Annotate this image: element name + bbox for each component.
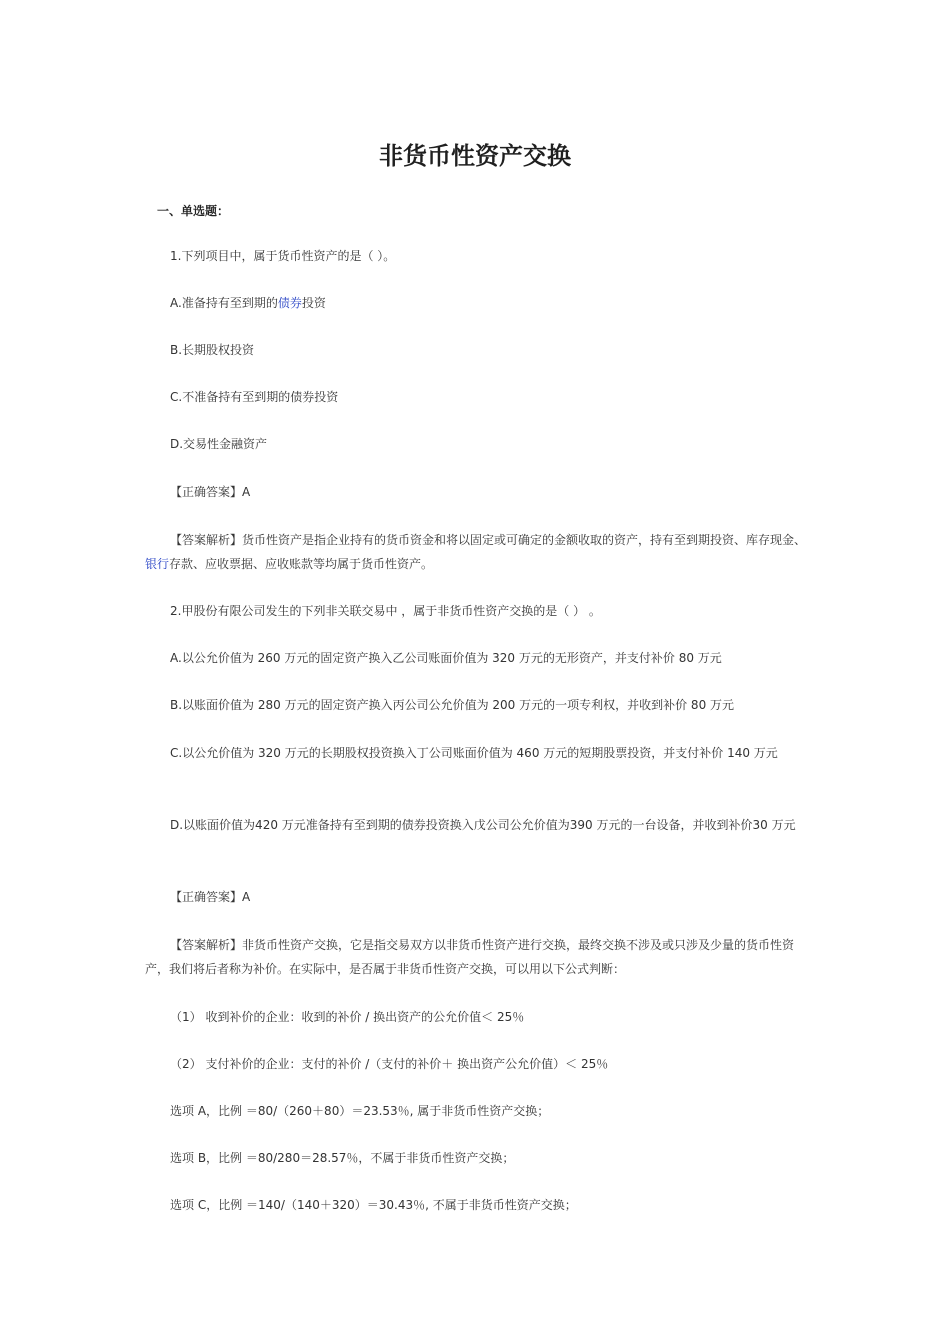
analysis-suffix: 存款、应收票据、应收账款等均属于货币性资产。 [169,557,434,571]
question-1-option-d: D.交易性金融资产 [170,437,268,451]
bond-link[interactable]: 债券 [277,296,302,310]
question-2-option-b: B.以账面价值为 280 万元的固定资产换入丙公司公允价值为 200 万元的一项专利权，并收到补价 80 万元 [170,698,735,712]
question-2-option-c: C.以公允价值为 320 万元的长期股权投资换入丁公司账面价值为 460 万元的短期股票投资，并支付补价 140 万元 [170,746,778,760]
question-1-option-c: C.不准备持有至到期的债券投资 [170,390,339,404]
question-2-option-a: A.以公允价值为 260 万元的固定资产换入乙公司账面价值为 320 万元的无形资产，并支付补价 80 万元 [170,651,722,665]
question-2-option-d: D.以账面价值为420 万元准备持有至到期的债券投资换入戊公司公允价值为390 万元的一台设备，并收到补价30 万元 [170,818,796,832]
bank-link[interactable]: 银行 [145,557,170,571]
calc-option-c: 选项 C，比例 ＝140/（140＋320）＝30.43％, 不属于非货币性资产交换； [170,1198,577,1212]
question-1-analysis [145,528,810,576]
calc-option-a: 选项 A，比例 ＝80/（260＋80）＝23.53％, 属于非货币性资产交换； [170,1104,550,1118]
question-2-stem: 2.甲股份有限公司发生的下列非关联交易中 ，属于非货币性资产交换的是（ ） 。 [170,604,601,618]
question-1-answer: 【正确答案】A [170,485,251,499]
calc-option-b: 选项 B，比例 ＝80/280＝28.57％，不属于非货币性资产交换； [170,1151,515,1165]
question-1-option-b: B.长期股权投资 [170,343,255,357]
question-2-answer: 【正确答案】A [170,890,251,904]
question-2-analysis: 【答案解析】非货币性资产交换，它是指交易双方以非货币性资产进行交换，最终交换不涉及或只涉及少量的货币性资产，我们将后者称为补价。在实际中，是否属于非货币性资产交换，可以用以下公式判断： [145,938,795,976]
page-title: 非货币性资产交换 [379,142,571,170]
analysis-text: 【答案解析】货币性资产是指企业持有的货币资金和将以固定或可确定的金额收取的资产，持有至到期投资、库存现金、 [170,533,807,547]
option-a-text: A.准备持有至到期的 [170,296,278,310]
question-1-stem: 1.下列项目中，属于货币性资产的是（ ）。 [170,249,396,263]
formula-2: （2） 支付补价的企业：支付的补价 /（支付的补价＋ 换出资产公允价值）＜ 25％ [170,1057,609,1071]
formula-1: （1） 收到补价的企业：收到的补价 / 换出资产的公允价值＜ 25％ [170,1010,525,1024]
option-a-suffix: 投资 [301,296,326,310]
question-1-option-a [145,291,810,315]
section-heading: 一、单选题： [157,204,230,218]
